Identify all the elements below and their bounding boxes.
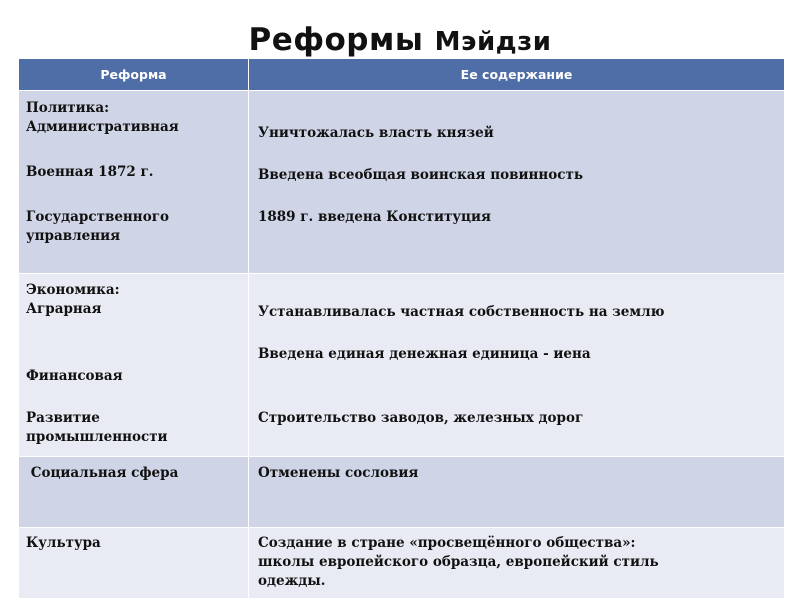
column-header-content: Ее содержание	[249, 59, 785, 91]
content-line: школы европейского образца, европейский стиль	[258, 554, 659, 570]
reform-item-label: промышленности	[26, 429, 168, 445]
reform-item-label: Государственного	[26, 209, 169, 225]
reforms-table	[18, 58, 785, 599]
table-row-social	[19, 457, 785, 528]
column-header-reform: Реформа	[19, 59, 249, 91]
reform-item-label: управления	[26, 228, 121, 244]
page-title	[0, 22, 800, 58]
reform-item-label: Культура	[26, 535, 101, 551]
title-word-1: Реформы	[248, 22, 424, 58]
content-cell-politics	[249, 91, 785, 274]
content-line: Введена всеобщая воинская повинность	[258, 167, 583, 183]
content-line: Уничтожалась власть князей	[258, 125, 494, 141]
reform-category-label: Экономика:	[26, 282, 120, 298]
reform-item-label: Социальная сфера	[26, 465, 179, 481]
table-header-row	[19, 59, 785, 91]
content-line: Отменены сословия	[258, 465, 419, 481]
reform-item-label: Административная	[26, 119, 179, 135]
reform-item-label: Аграрная	[26, 301, 102, 317]
content-cell-economics	[249, 274, 785, 457]
table-row-economics	[19, 274, 785, 457]
content-line: одежды.	[258, 573, 326, 589]
table-row-culture	[19, 528, 785, 599]
content-cell-culture	[249, 528, 785, 599]
content-line: Устанавливалась частная собственность на землю	[258, 304, 665, 320]
reform-item-label: Финансовая	[26, 368, 123, 384]
content-line: Строительство заводов, железных дорог	[258, 410, 584, 426]
title-word-2: Мэйдзи	[434, 27, 552, 57]
reform-item-label: Военная 1872 г.	[26, 164, 154, 180]
content-line: Создание в стране «просвещённого общества»:	[258, 535, 636, 551]
content-line: Введена единая денежная единица - иена	[258, 346, 591, 362]
content-line: 1889 г. введена Конституция	[258, 209, 491, 225]
table-row-politics	[19, 91, 785, 274]
reform-cell-politics	[19, 91, 249, 274]
content-cell-social	[249, 457, 785, 528]
reform-cell-economics	[19, 274, 249, 457]
reform-cell-culture	[19, 528, 249, 599]
reform-item-label: Развитие	[26, 410, 100, 426]
reform-cell-social	[19, 457, 249, 528]
reform-category-label: Политика:	[26, 100, 110, 116]
